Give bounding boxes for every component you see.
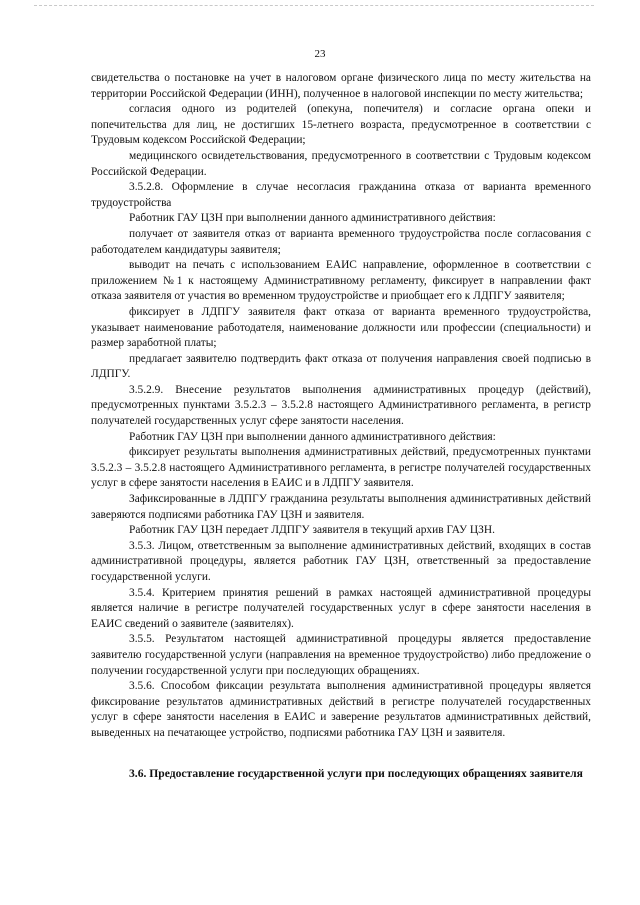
paragraph: предлагает заявителю подтвердить факт отказа от получения направления своей подписью в ЛДПГУ.	[91, 352, 591, 381]
paragraph: медицинского освидетельствования, предусмотренного в соответствии с Трудовым кодексом Российской Федерации.	[91, 149, 591, 178]
paragraph: фиксирует результаты выполнения административных действий, предусмотренных пунктами 3.5.2.3 – 3.5.2.8 настоящего Административного регламента, в регистре получателей государственных услуг в сфере занятости населения в ЕАИС и в ЛДПГУ заявителя.	[91, 446, 591, 490]
paragraph: 3.5.2.8. Оформление в случае несогласия гражданина отказа от варианта временного трудоустройства	[91, 181, 591, 209]
paragraph: Зафиксированные в ЛДПГУ гражданина результаты выполнения административных действий заверяются подписями работника ГАУ ЦЗН и заявителя.	[91, 493, 591, 521]
paragraph: 3.5.4. Критерием принятия решений в рамках настоящей административной процедуры является наличие в регистре получателей государственных услуг в сфере занятости населения в ЕАИС сведений о заявителе (заявителях).	[91, 586, 591, 630]
paragraph: 3.5.3. Лицом, ответственным за выполнение административных действий, входящих в состав административной процедуры, является работник ГАУ ЦЗН, ответственный за предоставление государственной услуги.	[91, 539, 591, 583]
paragraph: свидетельства о постановке на учет в налоговом органе физического лица по месту жительства на территории Российской Федерации (ИНН), полученное в налоговой инспекции по месту жительства;	[91, 72, 591, 100]
paragraph: 3.5.2.9. Внесение результатов выполнения административных процедур (действий), предусмотренных пунктами 3.5.2.3 – 3.5.2.8 настоящего Административного регламента, в регистр получателей государственных услуг сфере занятости населения.	[91, 383, 591, 428]
document-body	[91, 71, 591, 781]
paragraph: выводит на печать с использованием ЕАИС направление, оформленное в соответствии с приложением №1 к настоящему Административному регламенту, фиксирует в направлении факт отказа заявителя от участия во временном трудоустройстве и приобщает его к ЛДПГУ заявителя;	[91, 259, 591, 303]
paragraph: Работник ГАУ ЦЗН передает ЛДПГУ заявителя в текущий архив ГАУ ЦЗН.	[129, 524, 495, 537]
paragraph: Работник ГАУ ЦЗН при выполнении данного административного действия:	[129, 212, 496, 225]
paragraph: 3.5.5. Результатом настоящей административной процедуры является предоставление заявителю государственной услуги (направления на временное трудоустройство) либо предложение о получении государственной услуги при последующих обращениях.	[91, 633, 591, 677]
paragraph: Работник ГАУ ЦЗН при выполнении данного административного действия:	[129, 430, 496, 443]
scan-artifact-line	[34, 5, 594, 6]
paragraph: получает от заявителя отказ от варианта временного трудоустройства после согласования с работодателем кандидатуры заявителя;	[91, 227, 591, 256]
paragraph: согласия одного из родителей (опекуна, попечителя) и согласие органа опеки и попечительства для лиц, не достигших 15-летнего возраста, предусмотренное в соответствии с Трудовым кодексом Российской Федерации;	[91, 103, 591, 147]
page-number: 23	[314, 48, 326, 60]
section-heading: 3.6. Предоставление государственной услуги при последующих обращениях заявителя	[129, 766, 583, 780]
paragraph: 3.5.6. Способом фиксации результата выполнения административной процедуры является фиксирование результатов административных действий в регистре получателей государственных услуг в сфере занятости населения в ЕАИС и заверение результатов административных действий, выведенных на печатающее устройство, подписями работника ГАУ ЦЗН и заявителя.	[91, 680, 591, 739]
paragraph: фиксирует в ЛДПГУ заявителя факт отказа от варианта временного трудоустройства, указывает наименование работодателя, наименование должности или профессии (специальности) и размер заработной платы;	[91, 305, 591, 350]
